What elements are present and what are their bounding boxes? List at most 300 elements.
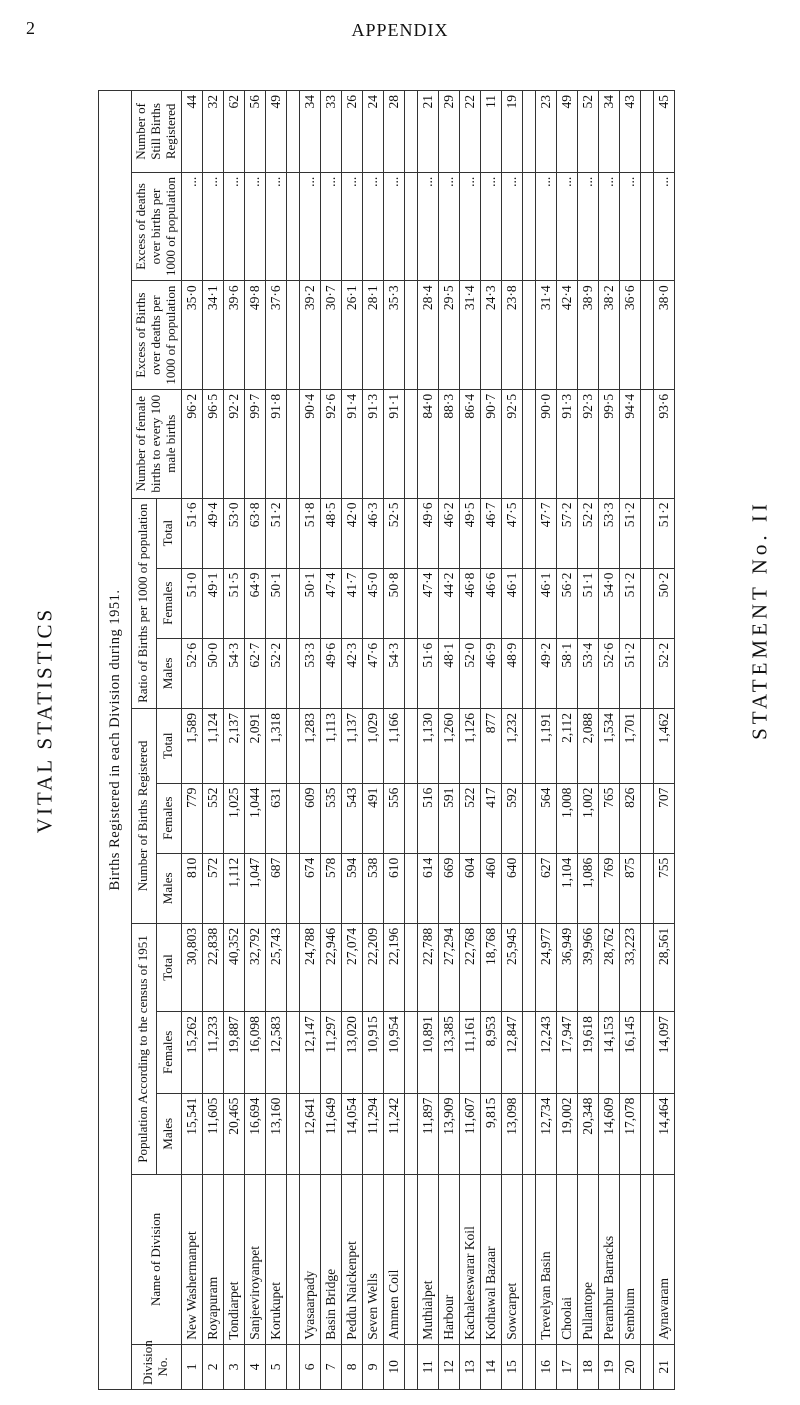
cell-pop-females: 19,618 [577,1012,598,1093]
cell-ratio-females: 50·2 [653,568,674,638]
cell-excess-deaths: ... [341,172,362,281]
table-row [244,91,265,1390]
cell-births-total: 1,462 [653,708,674,783]
cell-excess-births: 29·5 [438,281,459,390]
separator-cell [640,498,653,568]
cell-ratio-females: 45·0 [362,568,383,638]
cell-births-males: 1,047 [244,853,265,923]
cell-births-females: 592 [501,783,522,853]
cell-pop-males: 11,649 [320,1093,341,1174]
separator-cell [404,281,417,390]
cell-pop-total: 25,945 [501,923,522,1011]
cell-division-no: 3 [223,1344,244,1389]
cell-births-females: 516 [417,783,438,853]
cell-pop-females: 14,097 [653,1012,674,1093]
cell-ratio-total: 51·2 [265,498,286,568]
cell-ratio-total: 52·2 [577,498,598,568]
cell-pop-males: 14,609 [598,1093,619,1174]
cell-excess-births: 28·4 [417,281,438,390]
separator-cell [286,1012,299,1093]
table-row [202,91,223,1390]
header-pop-females: Females [156,1012,181,1093]
cell-excess-births: 42·4 [556,281,577,390]
cell-female-births: 92·5 [501,389,522,498]
cell-female-births: 90·0 [535,389,556,498]
cell-division-no: 9 [362,1344,383,1389]
cell-still-births: 24 [362,91,383,173]
separator-cell [404,498,417,568]
cell-ratio-total: 49·4 [202,498,223,568]
cell-ratio-females: 51·5 [223,568,244,638]
cell-excess-deaths: ... [535,172,556,281]
cell-still-births: 56 [244,91,265,173]
separator-cell [286,281,299,390]
table-row [181,91,202,1390]
cell-pop-total: 28,561 [653,923,674,1011]
cell-division-name: Basin Bridge [320,1175,341,1345]
cell-births-females: 631 [265,783,286,853]
cell-births-total: 2,137 [223,708,244,783]
separator-cell [522,389,535,498]
cell-pop-females: 11,233 [202,1012,223,1093]
cell-ratio-total: 46·7 [480,498,501,568]
cell-pop-total: 25,743 [265,923,286,1011]
cell-births-males: 1,112 [223,853,244,923]
cell-births-females: 535 [320,783,341,853]
header-births: Number of Births Registered [132,708,157,923]
cell-pop-females: 8,953 [480,1012,501,1093]
cell-ratio-males: 58·1 [556,638,577,708]
group-separator [286,91,299,1390]
cell-pop-females: 13,020 [341,1012,362,1093]
cell-still-births: 49 [556,91,577,173]
cell-division-no: 8 [341,1344,362,1389]
cell-births-females: 1,044 [244,783,265,853]
cell-excess-births: 36·6 [619,281,640,390]
page-number: 2 [26,18,35,38]
cell-births-total: 1,260 [438,708,459,783]
separator-cell [404,923,417,1011]
cell-ratio-males: 48·1 [438,638,459,708]
cell-births-males: 1,086 [577,853,598,923]
separator-cell [640,1012,653,1093]
cell-excess-births: 38·9 [577,281,598,390]
cell-ratio-males: 62·7 [244,638,265,708]
separator-cell [286,923,299,1011]
cell-division-no: 6 [299,1344,320,1389]
separator-cell [640,172,653,281]
separator-cell [286,172,299,281]
cell-ratio-females: 50·1 [265,568,286,638]
cell-births-females: 591 [438,783,459,853]
cell-pop-females: 17,947 [556,1012,577,1093]
cell-births-total: 1,589 [181,708,202,783]
separator-cell [404,1175,417,1345]
cell-pop-total: 39,966 [577,923,598,1011]
cell-pop-females: 15,262 [181,1012,202,1093]
table-row [653,91,674,1390]
cell-still-births: 33 [320,91,341,173]
header-female-births: Number of female births to every 100 male births [132,389,182,498]
table-row [535,91,556,1390]
cell-births-total: 1,130 [417,708,438,783]
table-row [501,91,522,1390]
cell-ratio-females: 44·2 [438,568,459,638]
cell-births-males: 604 [459,853,480,923]
cell-births-total: 1,534 [598,708,619,783]
cell-pop-females: 10,915 [362,1012,383,1093]
cell-excess-deaths: ... [459,172,480,281]
cell-births-males: 810 [181,853,202,923]
table-row [265,91,286,1390]
cell-pop-males: 19,002 [556,1093,577,1174]
cell-ratio-males: 54·3 [383,638,404,708]
separator-cell [404,1093,417,1174]
cell-births-males: 594 [341,853,362,923]
cell-pop-total: 22,209 [362,923,383,1011]
cell-births-total: 1,029 [362,708,383,783]
cell-ratio-males: 53·4 [577,638,598,708]
cell-pop-males: 11,607 [459,1093,480,1174]
cell-excess-deaths: ... [653,172,674,281]
cell-ratio-females: 47·4 [417,568,438,638]
cell-pop-males: 20,348 [577,1093,598,1174]
cell-births-males: 687 [265,853,286,923]
header-pop-males: Males [156,1093,181,1174]
header-pop-total: Total [156,923,181,1011]
cell-pop-total: 22,946 [320,923,341,1011]
cell-division-name: Perambur Barracks [598,1175,619,1345]
cell-pop-females: 13,385 [438,1012,459,1093]
separator-cell [286,708,299,783]
cell-excess-deaths: ... [362,172,383,281]
cell-pop-total: 22,788 [417,923,438,1011]
header-ratio-males: Males [156,638,181,708]
separator-cell [640,1344,653,1389]
cell-ratio-total: 63·8 [244,498,265,568]
cell-ratio-females: 46·1 [501,568,522,638]
cell-births-females: 1,008 [556,783,577,853]
cell-ratio-total: 49·6 [417,498,438,568]
separator-cell [286,853,299,923]
header-ratio: Ratio of Births per 1000 of population [132,498,157,708]
cell-female-births: 99·5 [598,389,619,498]
cell-division-no: 11 [417,1344,438,1389]
header-still-births: Number of Still Births Registered [132,91,182,173]
separator-cell [522,498,535,568]
cell-pop-total: 24,788 [299,923,320,1011]
cell-ratio-males: 51·2 [619,638,640,708]
cell-births-total: 1,318 [265,708,286,783]
cell-pop-females: 10,891 [417,1012,438,1093]
cell-female-births: 88·3 [438,389,459,498]
cell-births-females: 491 [362,783,383,853]
cell-births-total: 2,112 [556,708,577,783]
header-births-males: Males [156,853,181,923]
cell-female-births: 99·7 [244,389,265,498]
separator-cell [286,498,299,568]
cell-division-name: Seven Wells [362,1175,383,1345]
cell-excess-deaths: ... [181,172,202,281]
header-excess-births: Excess of Births over deaths per 1000 of population [132,281,182,390]
table-row [320,91,341,1390]
cell-division-no: 10 [383,1344,404,1389]
cell-division-no: 18 [577,1344,598,1389]
separator-cell [640,1093,653,1174]
cell-still-births: 34 [299,91,320,173]
cell-births-males: 640 [501,853,522,923]
cell-pop-males: 13,909 [438,1093,459,1174]
header-name: Name of Division [132,1175,182,1345]
cell-ratio-males: 52·6 [181,638,202,708]
cell-excess-deaths: ... [556,172,577,281]
cell-ratio-females: 49·1 [202,568,223,638]
cell-excess-births: 24·3 [480,281,501,390]
rotated-table-area [98,90,738,1390]
cell-ratio-females: 50·1 [299,568,320,638]
cell-excess-deaths: ... [244,172,265,281]
cell-ratio-total: 52·5 [383,498,404,568]
cell-ratio-males: 48·9 [501,638,522,708]
separator-cell [640,281,653,390]
separator-cell [404,91,417,173]
cell-division-no: 1 [181,1344,202,1389]
cell-female-births: 91·8 [265,389,286,498]
cell-excess-births: 31·4 [459,281,480,390]
cell-pop-total: 22,768 [459,923,480,1011]
separator-cell [286,1175,299,1345]
cell-excess-births: 49·8 [244,281,265,390]
cell-births-females: 522 [459,783,480,853]
cell-births-females: 417 [480,783,501,853]
table-row [362,91,383,1390]
cell-births-total: 1,166 [383,708,404,783]
cell-division-name: Kachaleeswarar Koil [459,1175,480,1345]
separator-cell [404,708,417,783]
cell-excess-births: 23·8 [501,281,522,390]
cell-still-births: 52 [577,91,598,173]
cell-ratio-females: 46·1 [535,568,556,638]
cell-female-births: 91·4 [341,389,362,498]
cell-excess-births: 35·0 [181,281,202,390]
cell-ratio-males: 52·2 [265,638,286,708]
cell-division-name: Harbour [438,1175,459,1345]
cell-births-females: 765 [598,783,619,853]
separator-cell [640,1175,653,1345]
cell-division-no: 16 [535,1344,556,1389]
cell-excess-deaths: ... [598,172,619,281]
cell-division-name: Ammen Coil [383,1175,404,1345]
cell-pop-males: 11,294 [362,1093,383,1174]
cell-ratio-total: 49·5 [459,498,480,568]
separator-cell [404,783,417,853]
separator-cell [286,389,299,498]
cell-pop-males: 12,641 [299,1093,320,1174]
cell-ratio-total: 42·0 [341,498,362,568]
cell-pop-females: 19,887 [223,1012,244,1093]
separator-cell [404,389,417,498]
group-separator [522,91,535,1390]
cell-births-males: 578 [320,853,341,923]
cell-division-no: 21 [653,1344,674,1389]
cell-births-females: 826 [619,783,640,853]
cell-pop-total: 28,762 [598,923,619,1011]
cell-excess-deaths: ... [265,172,286,281]
cell-ratio-males: 42·3 [341,638,362,708]
page-header [0,0,800,70]
cell-ratio-total: 53·3 [598,498,619,568]
table-title: Births Registered in each Division during 1951. [99,91,132,1390]
cell-pop-total: 24,977 [535,923,556,1011]
separator-cell [286,568,299,638]
group-separator [640,91,653,1390]
cell-births-males: 627 [535,853,556,923]
cell-still-births: 29 [438,91,459,173]
separator-cell [640,853,653,923]
header-ratio-total: Total [156,498,181,568]
separator-cell [404,853,417,923]
table-row [299,91,320,1390]
separator-cell [522,91,535,173]
cell-still-births: 49 [265,91,286,173]
cell-division-name: Pullantope [577,1175,598,1345]
separator-cell [522,1344,535,1389]
cell-births-males: 572 [202,853,223,923]
cell-ratio-males: 51·6 [417,638,438,708]
cell-pop-females: 14,153 [598,1012,619,1093]
cell-excess-deaths: ... [438,172,459,281]
cell-ratio-total: 51·8 [299,498,320,568]
cell-pop-total: 33,223 [619,923,640,1011]
cell-ratio-total: 51·2 [619,498,640,568]
separator-cell [522,1093,535,1174]
cell-pop-males: 11,897 [417,1093,438,1174]
cell-excess-deaths: ... [299,172,320,281]
cell-births-total: 1,191 [535,708,556,783]
cell-pop-males: 16,694 [244,1093,265,1174]
cell-births-males: 769 [598,853,619,923]
cell-ratio-total: 46·2 [438,498,459,568]
table-row [459,91,480,1390]
cell-division-name: Tondiarpet [223,1175,244,1345]
cell-ratio-females: 51·0 [181,568,202,638]
cell-pop-males: 14,464 [653,1093,674,1174]
cell-division-name: Korukupet [265,1175,286,1345]
separator-cell [522,281,535,390]
cell-division-name: Choolai [556,1175,577,1345]
cell-female-births: 92·2 [223,389,244,498]
cell-pop-females: 12,583 [265,1012,286,1093]
cell-female-births: 91·1 [383,389,404,498]
cell-ratio-females: 47·4 [320,568,341,638]
cell-ratio-females: 50·8 [383,568,404,638]
cell-pop-total: 18,768 [480,923,501,1011]
cell-pop-females: 11,297 [320,1012,341,1093]
cell-division-name: Sowcarpet [501,1175,522,1345]
cell-births-females: 552 [202,783,223,853]
cell-pop-total: 27,074 [341,923,362,1011]
cell-ratio-total: 47·7 [535,498,556,568]
cell-excess-births: 39·2 [299,281,320,390]
cell-ratio-total: 47·5 [501,498,522,568]
cell-excess-births: 39·6 [223,281,244,390]
table-row [223,91,244,1390]
separator-cell [522,708,535,783]
separator-cell [522,783,535,853]
cell-births-total: 1,113 [320,708,341,783]
cell-female-births: 96·5 [202,389,223,498]
cell-births-males: 875 [619,853,640,923]
separator-cell [286,638,299,708]
cell-division-no: 13 [459,1344,480,1389]
cell-pop-total: 22,838 [202,923,223,1011]
cell-excess-births: 35·3 [383,281,404,390]
header-excess-deaths: Excess of deaths over births per 1000 of population [132,172,182,281]
cell-excess-births: 34·1 [202,281,223,390]
cell-division-no: 7 [320,1344,341,1389]
separator-cell [404,568,417,638]
separator-cell [286,1093,299,1174]
cell-births-females: 556 [383,783,404,853]
cell-ratio-males: 49·6 [320,638,341,708]
cell-births-females: 609 [299,783,320,853]
cell-division-no: 5 [265,1344,286,1389]
cell-still-births: 28 [383,91,404,173]
cell-ratio-females: 64·9 [244,568,265,638]
separator-cell [404,1012,417,1093]
cell-pop-males: 12,734 [535,1093,556,1174]
cell-excess-deaths: ... [501,172,522,281]
cell-excess-deaths: ... [383,172,404,281]
cell-ratio-males: 46·9 [480,638,501,708]
cell-ratio-females: 51·1 [577,568,598,638]
cell-division-no: 14 [480,1344,501,1389]
cell-births-total: 877 [480,708,501,783]
cell-ratio-males: 47·6 [362,638,383,708]
cell-births-total: 1,124 [202,708,223,783]
separator-cell [640,91,653,173]
cell-still-births: 44 [181,91,202,173]
cell-ratio-males: 49·2 [535,638,556,708]
cell-excess-deaths: ... [619,172,640,281]
cell-ratio-total: 48·5 [320,498,341,568]
cell-births-females: 564 [535,783,556,853]
cell-ratio-females: 54·0 [598,568,619,638]
cell-excess-births: 28·1 [362,281,383,390]
cell-births-males: 669 [438,853,459,923]
cell-ratio-total: 57·2 [556,498,577,568]
cell-female-births: 96·2 [181,389,202,498]
rotated-table-content [98,90,738,1390]
cell-births-males: 614 [417,853,438,923]
cell-division-name: Aynavaram [653,1175,674,1345]
cell-excess-deaths: ... [480,172,501,281]
side-title-left-text: VITAL STATISTICS [32,606,57,834]
table-row [383,91,404,1390]
cell-births-females: 543 [341,783,362,853]
cell-ratio-females: 41·7 [341,568,362,638]
cell-ratio-total: 53·0 [223,498,244,568]
separator-cell [522,638,535,708]
cell-births-males: 755 [653,853,674,923]
cell-pop-males: 11,242 [383,1093,404,1174]
cell-pop-females: 12,147 [299,1012,320,1093]
cell-ratio-females: 51·2 [619,568,640,638]
cell-births-females: 779 [181,783,202,853]
cell-division-name: Peddu Naickenpet [341,1175,362,1345]
cell-female-births: 91·3 [556,389,577,498]
separator-cell [640,389,653,498]
